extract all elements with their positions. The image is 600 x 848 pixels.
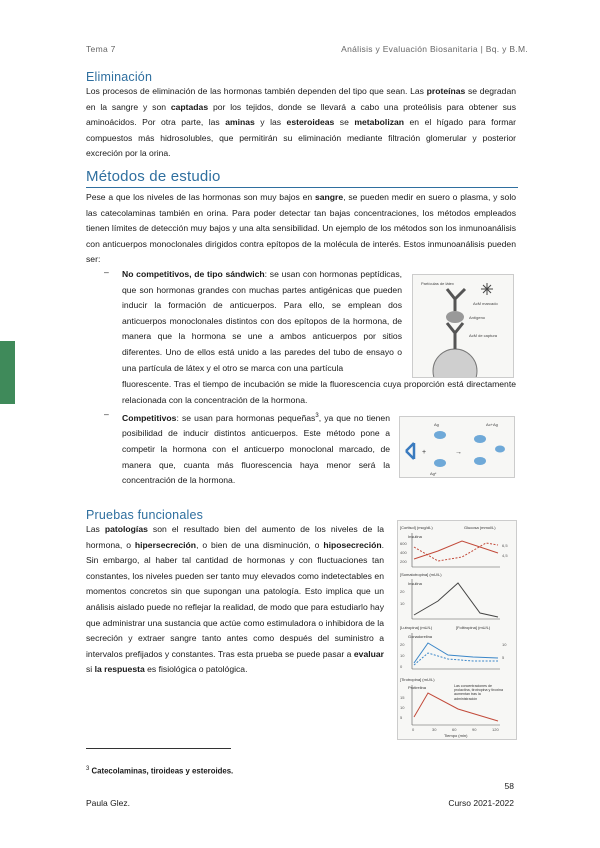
bullet-sandwich: No competitivos, de tipo sándwich: se usan con hormonas peptídicas, que son hormonas grandes con muchas partes antigénicas que pueden inducir la formación de anticuerpos. Para ello, se emplean dos anticuerpos monoclonales distintos con dos epítopos de la hormona, de manera que la hormona se une a ambos anticuerpos por sitios diferentes. Uno de ellos está unido a las paredes del tubo de ensayo o una partícula de látex y el otro se marca con una partícula — [122, 269, 403, 373]
chart-series-label: Insulina — [408, 581, 422, 586]
side-tab-marker — [0, 341, 15, 404]
chart-series-label: Gonadorelina — [408, 634, 433, 639]
paragraph-eliminacion: Los procesos de eliminación de las hormonas también dependen del tipo que sean. Las proteínas se degradan en la sangre y son captadas por los tejidos, donde se llevará a cabo una proteólisis para obtener sus aminoácidos. Por otra parte, las aminas y las esteroideas se metabolizan en el hígado para formar compuestos más hidrosolubles, que permitirán su eliminación mediante filtración glomerular y posterior excreción por la orina. — [86, 86, 517, 159]
footer-author: Paula Glez. — [86, 798, 130, 808]
header-topic: Tema 7 — [86, 44, 116, 54]
svg-text:→: → — [455, 449, 462, 456]
tick-label: 400 — [400, 550, 407, 555]
tick-label: 0 — [412, 727, 415, 732]
chart-title: [Folitropina] (mU/L) — [456, 625, 491, 630]
tick-label: 120 — [492, 727, 499, 732]
bullet-sandwich-tail: fluorescente. Tras el tiempo de incubación se mide la fluorescencia cuya proporción está directamente relacionada con la concentración de la hormona. — [122, 379, 516, 405]
tick-label: 90 — [472, 727, 477, 732]
tick-label: 4,5 — [502, 553, 508, 558]
fig-label: AcM de captura — [469, 333, 498, 338]
chart-series-label: Insulina — [408, 534, 422, 539]
axis-label: Tiempo (min) — [444, 733, 468, 738]
paragraph-pruebas: Las patologías son el resultado bien del aumento de los niveles de la hormona, o hipersecreción, o bien de una disminución, o hiposecreción. Sin embargo, al haber tal cantidad de hormonas y con fluctuaciones tan constantes, los niveles pueden ser tanto muy elevados como indetectables en momentos concretos sin que supongan una patología. Esto implica que un análisis aislado puede no reflejar la realidad, de modo que para estudiarlo hay que administrar una sustancia que actúe como estimuladora o inhibidora de la secreción y extraer sangre tanto antes como después del suministro a intervalos prefijados y constantes. Tras esta prueba se puede pasar a evaluar si la respuesta es fisiológica o patológica. — [86, 524, 384, 675]
chart-title: [Lutropina] (mU/L) — [400, 625, 433, 630]
chart-annotation: Las concentraciones de prolactina, tirotropina y tiroxina aumentan tras la administración — [454, 684, 503, 701]
chart-title: Glucosa (mmol/L) — [464, 525, 496, 530]
tick-label: 20 — [400, 642, 405, 647]
fig-label: Antígeno — [469, 315, 486, 320]
header-course: Análisis y Evaluación Biosanitaria | Bq. y B.M. — [341, 44, 528, 54]
bullet-dash: – — [104, 267, 109, 277]
tick-label: 60 — [452, 727, 457, 732]
section-title-eliminacion: Eliminación — [86, 70, 153, 84]
tick-label: 6,5 — [502, 543, 508, 548]
competitive-assay-figure — [399, 416, 515, 478]
bullet-dash: – — [104, 409, 109, 419]
tick-label: 10 — [400, 601, 405, 606]
chart-series-label: Protirelina — [408, 685, 427, 690]
bullet-competitivos: Competitivos: se usan para hormonas pequeñas$^3$, ya que no tienen posibilidad de inducir distintos anticuerpos. Este método pone a competir la hormona con el anticuerpo monoclonal marcado, de manera que, cuanta más fluorescencia haya menor será la concentración de la hormona. — [122, 412, 390, 486]
tick-label: 10 — [502, 642, 507, 647]
section-rule — [86, 187, 518, 188]
tick-label: 0 — [400, 664, 403, 669]
fig-label: AcM marcado — [473, 301, 498, 306]
paragraph-metodos: Pese a que los niveles de las hormonas son muy bajos en sangre, se pueden medir en suero o plasma, y solo las catecolaminas también en orina. Para poder detectar tan bajas concentraciones, los métodos empleados tienen límites de detección muy bajos y una alta sensibilidad. Un ejemplo de los métodos son los inmunoanálisis con anticuerpos monoclonales dirigidos contra epítopos de la molécula de interés. Estos inmunoanálisis pueden ser: — [86, 192, 517, 265]
tick-label: 600 — [400, 541, 407, 546]
chart-title: [Somatotropina] (mU/L) — [400, 572, 442, 577]
sandwich-assay-figure — [412, 274, 514, 378]
tick-label: 15 — [400, 695, 405, 700]
stimulation-tests-figure — [397, 520, 517, 740]
footer-course: Curso 2021-2022 — [448, 798, 514, 808]
fig-label: Ag* — [430, 471, 437, 476]
footnote: $^3$ Catecolaminas, tiroideas y esteroides. — [86, 766, 234, 776]
tick-label: 10 — [400, 653, 405, 658]
fig-label: Ag — [434, 422, 439, 427]
footnote-rule — [86, 748, 231, 749]
tick-label: 5 — [502, 655, 505, 660]
chart-title: [Tirotropina] (mU/L) — [400, 677, 435, 682]
fig-label: Ac+Ag — [486, 422, 498, 427]
svg-text:+: + — [422, 449, 427, 456]
tick-label: 5 — [400, 715, 403, 720]
tick-label: 20 — [400, 589, 405, 594]
page-number: 58 — [504, 781, 514, 791]
chart-title: [Cortisol] (mcg/dL) — [400, 525, 433, 530]
section-title-metodos: Métodos de estudio — [86, 168, 221, 185]
section-title-pruebas: Pruebas funcionales — [86, 508, 204, 522]
tick-label: 10 — [400, 705, 405, 710]
fig-label: Partículas de látex — [421, 281, 454, 286]
tick-label: 30 — [432, 727, 437, 732]
tick-label: 200 — [400, 559, 407, 564]
